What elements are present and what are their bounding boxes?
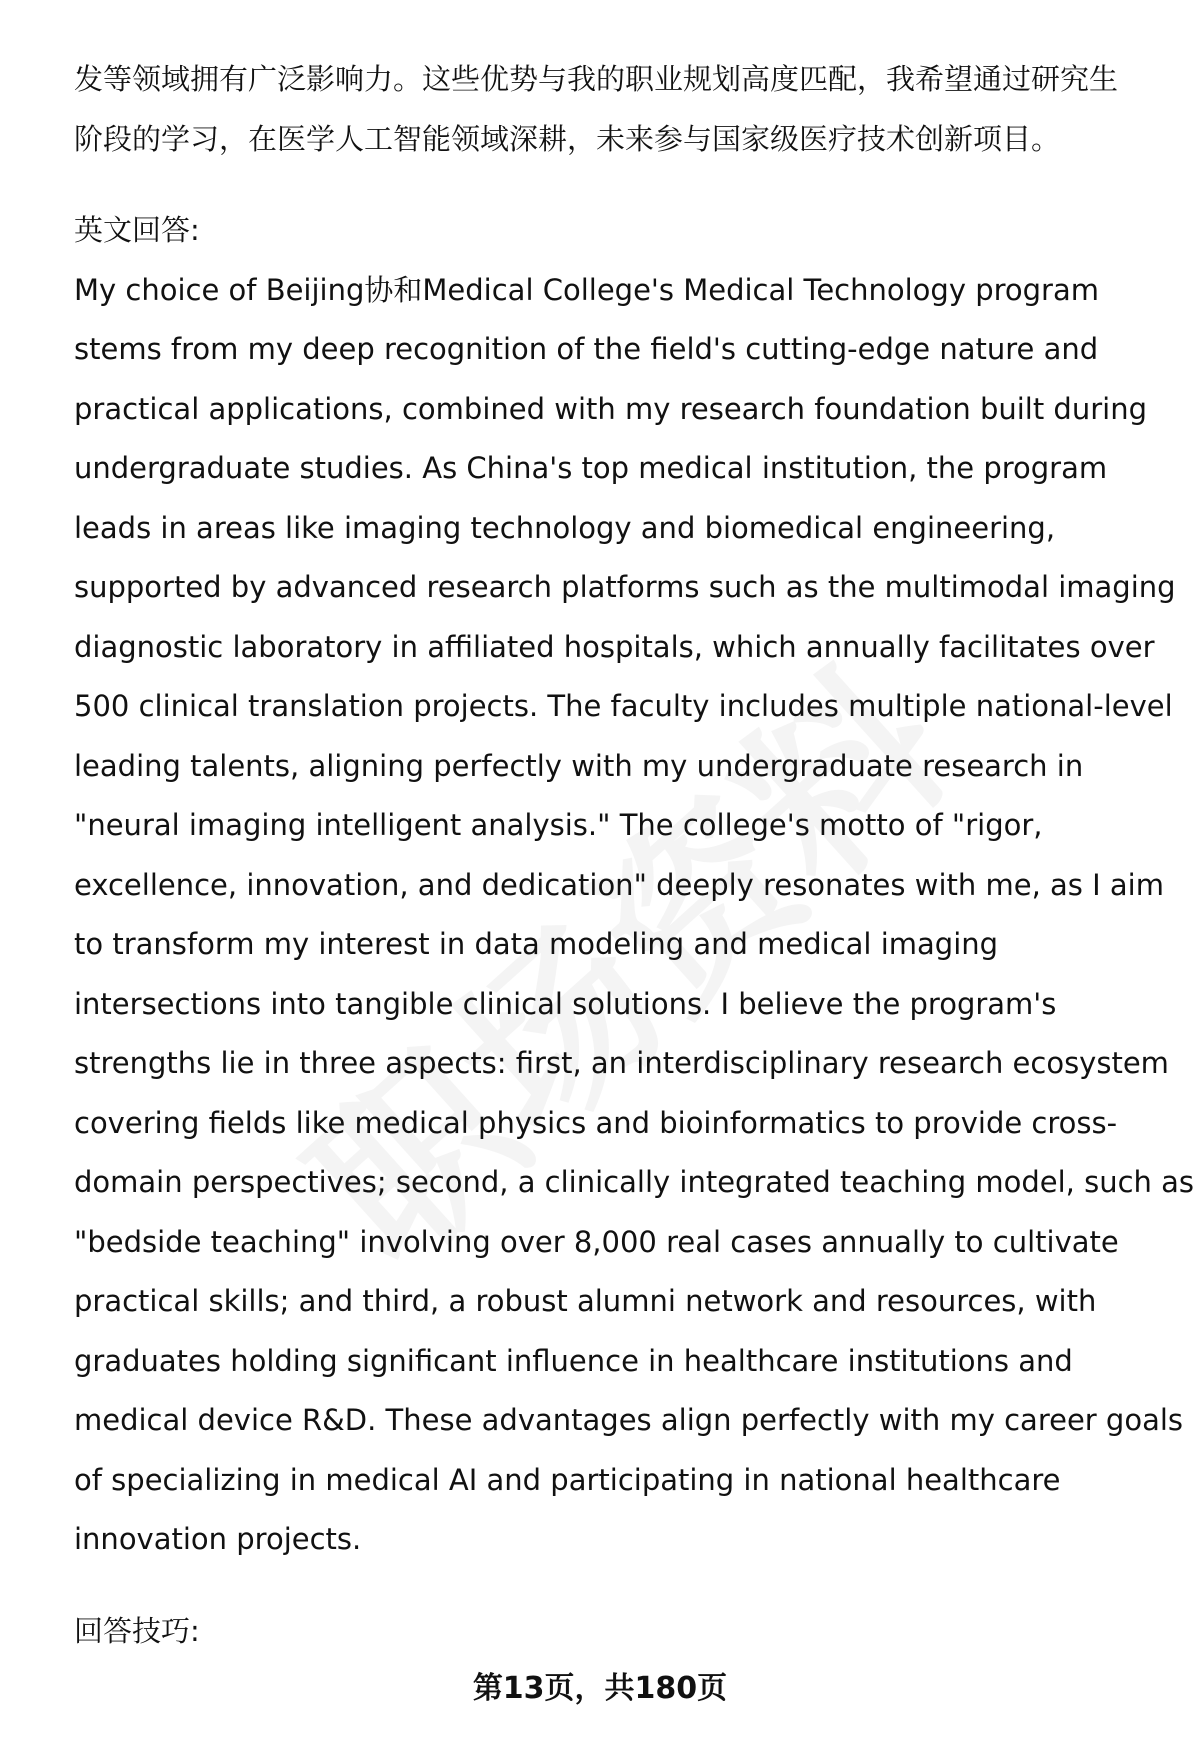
- intro-line: 发等领域拥有广泛影响力。这些优势与我的职业规划高度匹配，我希望通过研究生: [74, 62, 1119, 96]
- answer-line: excellence, innovation, and dedication" deeply resonates with me, as I aim: [74, 867, 1164, 902]
- answer-line: My choice of Beijing协和Medical College's Medical Technology program: [74, 272, 1099, 307]
- answer-line: covering fields like medical physics and bioinformatics to provide cross-: [74, 1105, 1118, 1140]
- answer-line: 500 clinical translation projects. The faculty includes multiple national-level: [74, 689, 1173, 723]
- answer-line: practical skills; and third, a robust alumni network and resources, with: [74, 1284, 1097, 1318]
- answer-line: strengths lie in three aspects: first, an interdisciplinary research ecosystem: [74, 1046, 1169, 1080]
- answer-line: domain perspectives; second, a clinically integrated teaching model, such as: [74, 1165, 1194, 1199]
- answer-line: supported by advanced research platforms such as the multimodal imaging: [74, 570, 1176, 604]
- page-content: [74, 50, 1194, 1661]
- answer-line: graduates holding significant influence in healthcare institutions and: [74, 1343, 1073, 1378]
- answer-line: diagnostic laboratory in affiliated hospitals, which annually facilitates over: [74, 629, 1155, 664]
- page-number: 第13页，共180页: [472, 1671, 728, 1706]
- answer-line: practical applications, combined with my research foundation built during: [74, 391, 1147, 426]
- answer-line: medical device R&D. These advantages align perfectly with my career goals: [74, 1403, 1184, 1437]
- tips-label: 回答技巧:: [74, 1613, 200, 1648]
- answer-line: "bedside teaching" involving over 8,000 real cases annually to cultivate: [74, 1224, 1119, 1259]
- answer-line: leading talents, aligning perfectly with my undergraduate research in: [74, 748, 1084, 783]
- answer-line: "neural imaging intelligent analysis." The college's motto of "rigor,: [74, 808, 1043, 842]
- answer-line: stems from my deep recognition of the field's cutting-edge nature and: [74, 332, 1099, 366]
- answer-line: to transform my interest in data modeling and medical imaging: [74, 927, 999, 961]
- answer-line: undergraduate studies. As China's top medical institution, the program: [74, 451, 1108, 485]
- english-answer-paragraph: [74, 261, 1194, 1570]
- english-answer-label: 英文回答:: [74, 213, 200, 247]
- answer-line: of specializing in medical AI and participating in national healthcare: [74, 1462, 1061, 1497]
- intro-line: 阶段的学习，在医学人工智能领域深耕，未来参与国家级医疗技术创新项目。: [74, 121, 1061, 156]
- answer-line: leads in areas like imaging technology and biomedical engineering,: [74, 510, 1056, 545]
- answer-line: intersections into tangible clinical solutions. I believe the program's: [74, 986, 1057, 1021]
- intro-paragraph: [74, 50, 1154, 169]
- answer-line: innovation projects.: [74, 1522, 362, 1556]
